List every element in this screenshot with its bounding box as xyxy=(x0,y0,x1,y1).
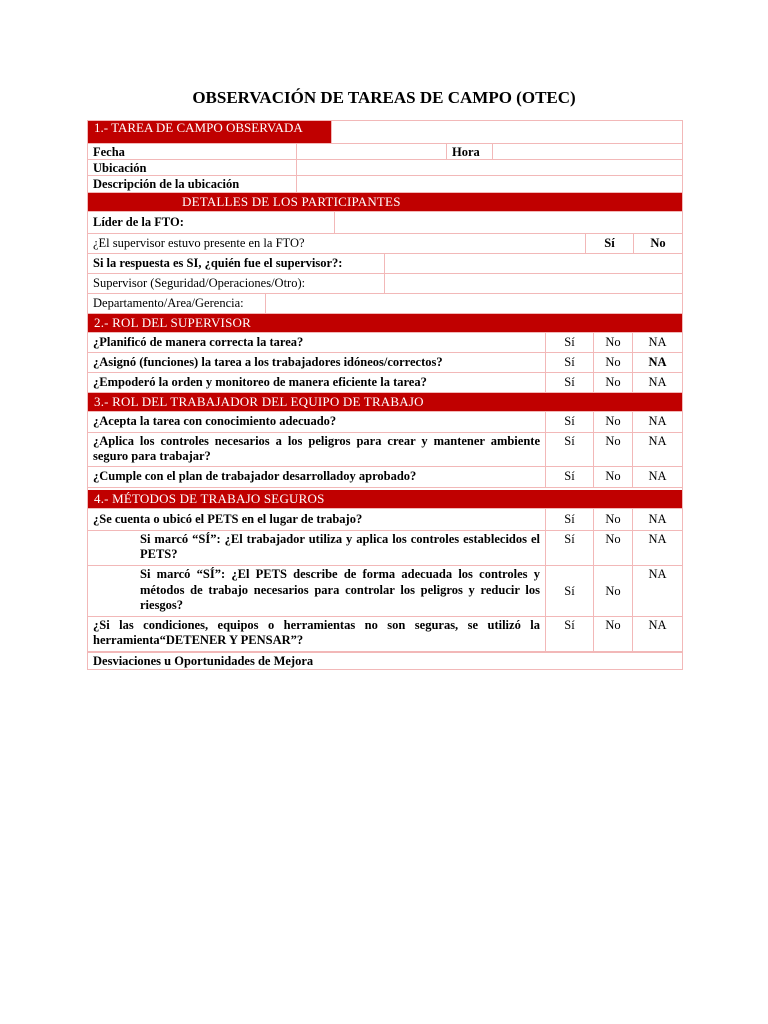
participants-heading: DETALLES DE LOS PARTICIPANTES xyxy=(88,193,682,212)
s4-q2-na[interactable]: NA xyxy=(648,532,667,546)
s4-q1-no[interactable]: No xyxy=(594,509,633,530)
supervisor-presente-no[interactable]: No xyxy=(650,236,666,250)
s4-q4-si[interactable]: Sí xyxy=(546,617,594,651)
quien-field[interactable] xyxy=(385,254,682,273)
s3-q1: ¿Acepta la tarea con conocimiento adecuado? xyxy=(88,412,546,432)
section-4-heading: 4.- MÉTODOS DE TRABAJO SEGUROS xyxy=(88,490,682,509)
supervisor-tipo-label: Supervisor (Seguridad/Operaciones/Otro): xyxy=(88,274,385,293)
s2-q2-si[interactable]: Sí xyxy=(546,353,594,372)
s2-q1-no[interactable]: No xyxy=(594,333,633,352)
section-3-heading: 3.- ROL DEL TRABAJADOR DEL EQUIPO DE TRABAJO xyxy=(88,393,682,412)
s3-q3-si[interactable]: Sí xyxy=(546,467,594,487)
s4-q3-si[interactable]: Sí xyxy=(546,566,594,616)
s2-q3-si[interactable]: Sí xyxy=(546,373,594,392)
s4-q4: ¿Si las condiciones, equipos o herramientas no son seguras, se utilizó la herramienta“DETENER Y PENSAR”? xyxy=(88,617,546,651)
s3-q3-no[interactable]: No xyxy=(594,467,633,487)
s4-q1: ¿Se cuenta o ubicó el PETS en el lugar de trabajo? xyxy=(88,509,546,530)
desviaciones-label: Desviaciones u Oportunidades de Mejora xyxy=(93,654,314,668)
departamento-field[interactable] xyxy=(266,294,682,313)
s3-q2-na[interactable]: NA xyxy=(648,434,667,448)
s3-q2: ¿Aplica los controles necesarios a los peligros para crear y mantener ambiente seguro para trabajar? xyxy=(88,433,546,466)
s2-q3-na[interactable]: NA xyxy=(648,375,667,389)
fecha-field[interactable] xyxy=(297,144,447,159)
s3-q2-si[interactable]: Sí xyxy=(546,433,594,466)
s4-q4-na[interactable]: NA xyxy=(648,618,667,632)
s3-q1-no[interactable]: No xyxy=(594,412,633,432)
departamento-label: Departamento/Area/Gerencia: xyxy=(88,294,266,313)
s3-q2-no[interactable]: No xyxy=(594,433,633,466)
lider-field[interactable] xyxy=(335,212,682,233)
s4-q2-si[interactable]: Sí xyxy=(546,531,594,565)
s2-q3: ¿Empoderó la orden y monitoreo de manera eficiente la tarea? xyxy=(88,373,546,392)
supervisor-presente-si[interactable]: Sí xyxy=(586,234,634,253)
supervisor-tipo-field[interactable] xyxy=(385,274,682,293)
s4-q3-na[interactable]: NA xyxy=(648,567,667,581)
s3-q3: ¿Cumple con el plan de trabajador desarrolladoy aprobado? xyxy=(88,467,546,487)
s4-q1-si[interactable]: Sí xyxy=(546,509,594,530)
fecha-label: Fecha xyxy=(88,144,297,159)
s4-q1-na[interactable]: NA xyxy=(648,512,667,526)
s3-q3-na[interactable]: NA xyxy=(648,469,667,483)
task-label: 1.- TAREA DE CAMPO OBSERVADA xyxy=(88,121,331,143)
hora-label: Hora xyxy=(447,144,493,159)
task-field[interactable] xyxy=(331,121,682,143)
descripcion-label: Descripción de la ubicación xyxy=(88,176,297,192)
s4-q3-no[interactable]: No xyxy=(594,566,633,616)
s2-q1-na[interactable]: NA xyxy=(648,335,667,349)
page-title: OBSERVACIÓN DE TAREAS DE CAMPO (OTEC) xyxy=(192,88,576,107)
s2-q1-si[interactable]: Sí xyxy=(546,333,594,352)
quien-label: Si la respuesta es SI, ¿quién fue el supervisor?: xyxy=(88,254,385,273)
s4-q2: Si marcó “SÍ”: ¿El trabajador utiliza y aplica los controles establecidos el PETS? xyxy=(140,532,540,561)
ubicacion-field[interactable] xyxy=(297,160,682,175)
s4-q3: Si marcó “SÍ”: ¿El PETS describe de forma adecuada los controles y métodos de trabajo necesarios para controlar los peligros y reducir los riesgos? xyxy=(140,567,540,612)
s2-q3-no[interactable]: No xyxy=(594,373,633,392)
ubicacion-label: Ubicación xyxy=(88,160,297,175)
descripcion-field[interactable] xyxy=(297,176,682,192)
s2-q2-na[interactable]: NA xyxy=(648,355,667,369)
s2-q1: ¿Planificó de manera correcta la tarea? xyxy=(88,333,546,352)
s3-q1-na[interactable]: NA xyxy=(648,414,667,428)
supervisor-presente-label: ¿El supervisor estuvo presente en la FTO? xyxy=(88,234,586,253)
section-2-heading: 2.- ROL DEL SUPERVISOR xyxy=(88,314,682,333)
hora-field[interactable] xyxy=(493,144,682,159)
s2-q2: ¿Asignó (funciones) la tarea a los trabajadores idóneos/correctos? xyxy=(88,353,546,372)
lider-label: Líder de la FTO: xyxy=(88,212,335,233)
s4-q4-no[interactable]: No xyxy=(594,617,633,651)
otec-form xyxy=(87,120,683,670)
s2-q2-no[interactable]: No xyxy=(594,353,633,372)
s3-q1-si[interactable]: Sí xyxy=(546,412,594,432)
s4-q2-no[interactable]: No xyxy=(594,531,633,565)
